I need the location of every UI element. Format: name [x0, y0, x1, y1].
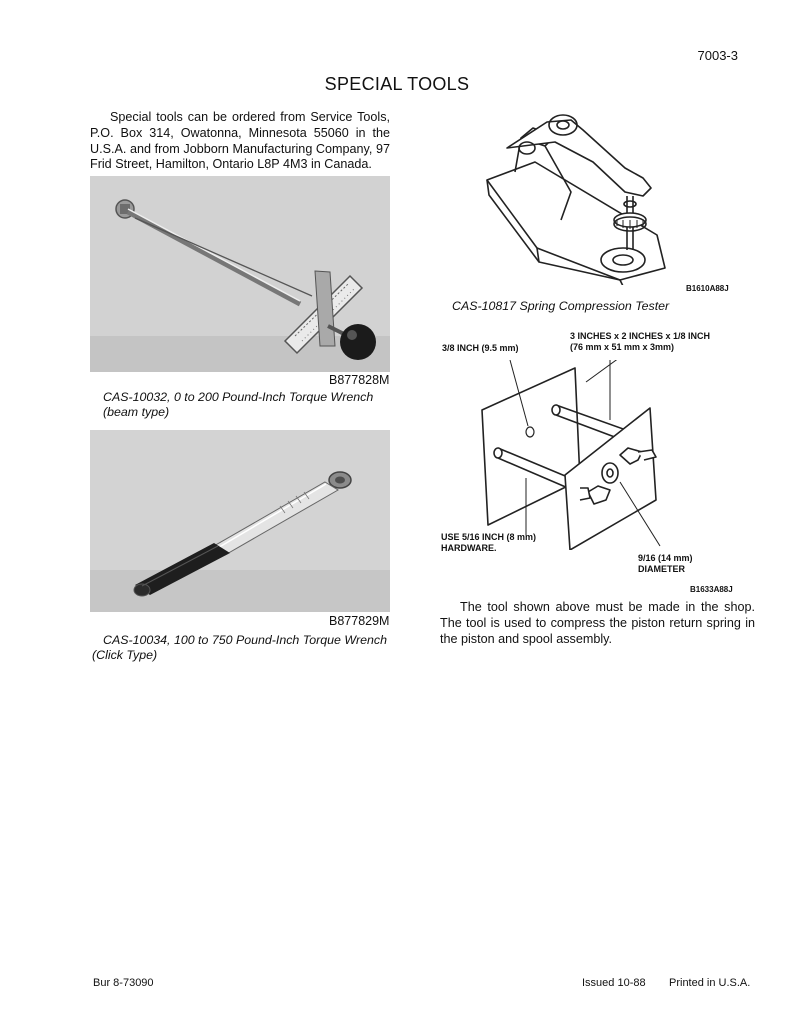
label-diameter [638, 553, 693, 575]
label-plate-size-line2: (76 mm x 51 mm x 3mm) [570, 342, 675, 352]
caption-tester: CAS-10817 Spring Compression Tester [452, 299, 670, 313]
label-diameter-line2: DIAMETER [638, 564, 685, 574]
shop-note-paragraph: The tool shown above must be made in the shop. The tool is used to compress the piston return spring in the piston and spool assembly. [440, 600, 755, 646]
figure-ref-shop-tool: B1633A88J [690, 585, 733, 594]
intro-paragraph: Special tools can be ordered from Service Tools, P.O. Box 314, Owatonna, Minnesota 55060 in the U.S.A. and from Jobborn Manufacturing Company, 97 Frid Street, Hamilton, Ontario L8P 4M3 in Canada. [90, 110, 390, 172]
caption-beam-wrench [103, 390, 403, 420]
footer-document-number: Bur 8-73090 [93, 977, 154, 989]
caption-click-wrench [103, 633, 403, 648]
beam-torque-wrench-photo [90, 176, 390, 372]
label-hardware-line2: HARDWARE. [441, 543, 497, 553]
page-title: SPECIAL TOOLS [324, 74, 470, 94]
label-hardware-line1: USE 5/16 INCH (8 mm) [441, 532, 537, 542]
page-number: 7003-3 [697, 48, 738, 63]
label-plate-size [570, 331, 710, 353]
caption-click-wrench-line2: (Click Type) [92, 648, 158, 662]
shop-tool-drawing [470, 360, 680, 550]
figure-ref-tester: B1610A88J [686, 284, 729, 293]
figure-ref-click-wrench: B877829M [329, 614, 390, 628]
caption-click-wrench-line1: CAS-10034, 100 to 750 Pound-Inch Torque Wrench [103, 633, 388, 647]
figure-ref-beam-wrench: B877828M [329, 373, 390, 387]
label-hardware [441, 532, 536, 554]
caption-beam-wrench-line1: CAS-10032, 0 to 200 Pound-Inch Torque Wrench [103, 390, 374, 404]
caption-beam-wrench-line2: (beam type) [103, 405, 170, 419]
label-diameter-line1: 9/16 (14 mm) [638, 553, 693, 563]
spring-compression-tester-drawing [475, 100, 725, 285]
click-torque-wrench-photo [90, 430, 390, 612]
label-hole-size: 3/8 INCH (9.5 mm) [442, 343, 519, 353]
footer-printed: Printed in U.S.A. [669, 977, 751, 989]
label-plate-size-line1: 3 INCHES x 2 INCHES x 1/8 INCH [570, 331, 711, 341]
footer-issued: Issued 10-88 [582, 977, 646, 989]
